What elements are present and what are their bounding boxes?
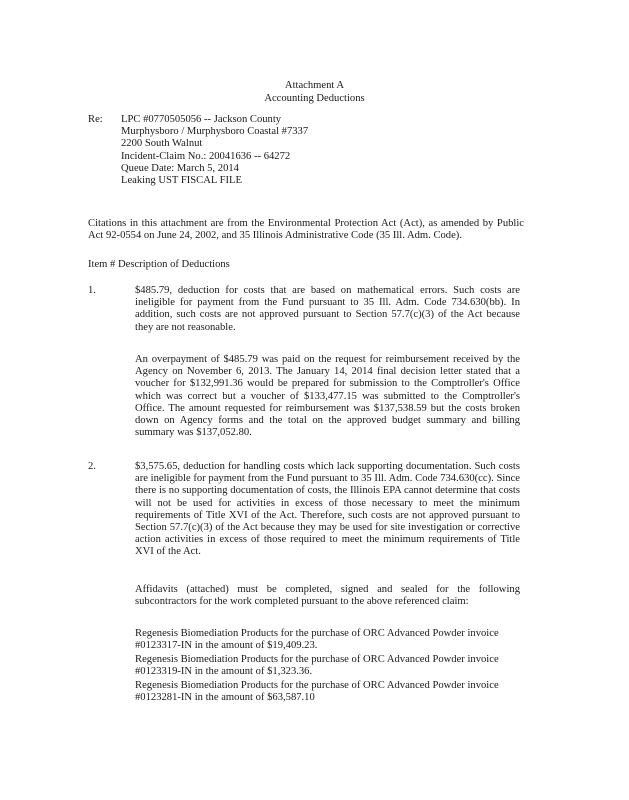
re-label: Re: xyxy=(88,114,103,125)
invoice-vendor-line: Regenesis Biomediation Products for the purchase of ORC Advanced Powder invoice xyxy=(135,628,499,639)
citations-paragraph: Citations in this attachment are from the Environmental Protection Act (Act), as amended by Public Act 92-0554 on June 24, 2002, and 35 Illinois Administrative Code (35 Ill. Adm. Code). xyxy=(88,218,524,242)
re-line-fiscal-file: Leaking UST FISCAL FILE xyxy=(121,175,242,187)
item-1-overpayment-paragraph: An overpayment of $485.79 was paid on the request for reimbursement received by the Agency on November 6, 2013. The January 14, 2014 final decision letter stated that a voucher for $132,991.36 would be prepared for submission to the Comptroller's Office which was correct but a voucher of $133,477.15 was submitted to the Comptroller's Office. The amount requested for reimbursement was $137,538.59 but the costs broken down on Agency forms and the total on the approved budget summary and billing summary was $137,052.80. xyxy=(135,354,520,439)
item-number-2: 2. xyxy=(88,461,96,472)
attachment-subtitle: Accounting Deductions xyxy=(264,93,365,104)
invoice-vendor-line: Regenesis Biomediation Products for the purchase of ORC Advanced Powder invoice xyxy=(135,680,499,691)
re-line-address: 2200 South Walnut xyxy=(121,138,203,150)
invoice-amount-line: #0123319-IN in the amount of $1,323.36. xyxy=(135,666,313,678)
invoice-amount-line: #0123317-IN in the amount of $19,409.23. xyxy=(135,640,318,652)
re-line-lpc: LPC #0770505056 -- Jackson County xyxy=(121,114,282,125)
invoice-entry xyxy=(135,628,535,652)
invoice-amount-line: #0123281-IN in the amount of $63,587.10 xyxy=(135,692,315,704)
item-2-affidavit-paragraph: Affidavits (attached) must be completed, signed and sealed for the following subcontractors for the work completed pursuant to the above referenced claim: xyxy=(135,584,520,608)
item-1-deduction-paragraph: $485.79, deduction for costs that are based on mathematical errors. Such costs are ineligible for payment from the Fund pursuant to 35 Ill. Adm. Code 734.630(bb). In addition, such costs are not approved pursuant to Section 57.7(c)(3) of the Act because they are not reasonable. xyxy=(135,285,520,333)
invoice-entry xyxy=(135,680,535,704)
item-number-1: 1. xyxy=(88,285,96,296)
items-header: Item # Description of Deductions xyxy=(88,259,230,270)
item-2-deduction-paragraph: $3,575.65, deduction for handling costs which lack supporting documentation. Such costs are ineligible for payment from the Fund pursuant to 35 Ill. Adm. Code 734.630(cc). Since there is no supporting documentation of costs, the Illinois EPA cannot determine that costs will not be used for activities in excess of those necessary to meet the minimum requirements of Title XVI of the Act. Therefore, such costs are not approved pursuant to Section 57.7(c)(3) of the Act because they may be used for site investigation or corrective action activities in excess of those required to meet the minimum requirements of Title XVI of the Act. xyxy=(135,461,520,558)
re-line-site: Murphysboro / Murphysboro Coastal #7337 xyxy=(121,126,309,138)
invoice-entry xyxy=(135,654,535,678)
re-line-incident-claim: Incident-Claim No.: 20041636 -- 64272 xyxy=(121,150,291,162)
re-block xyxy=(121,114,481,187)
attachment-title: Attachment A xyxy=(284,80,345,91)
invoice-vendor-line: Regenesis Biomediation Products for the purchase of ORC Advanced Powder invoice xyxy=(135,654,499,665)
re-line-queue-date: Queue Date: March 5, 2014 xyxy=(121,162,239,174)
